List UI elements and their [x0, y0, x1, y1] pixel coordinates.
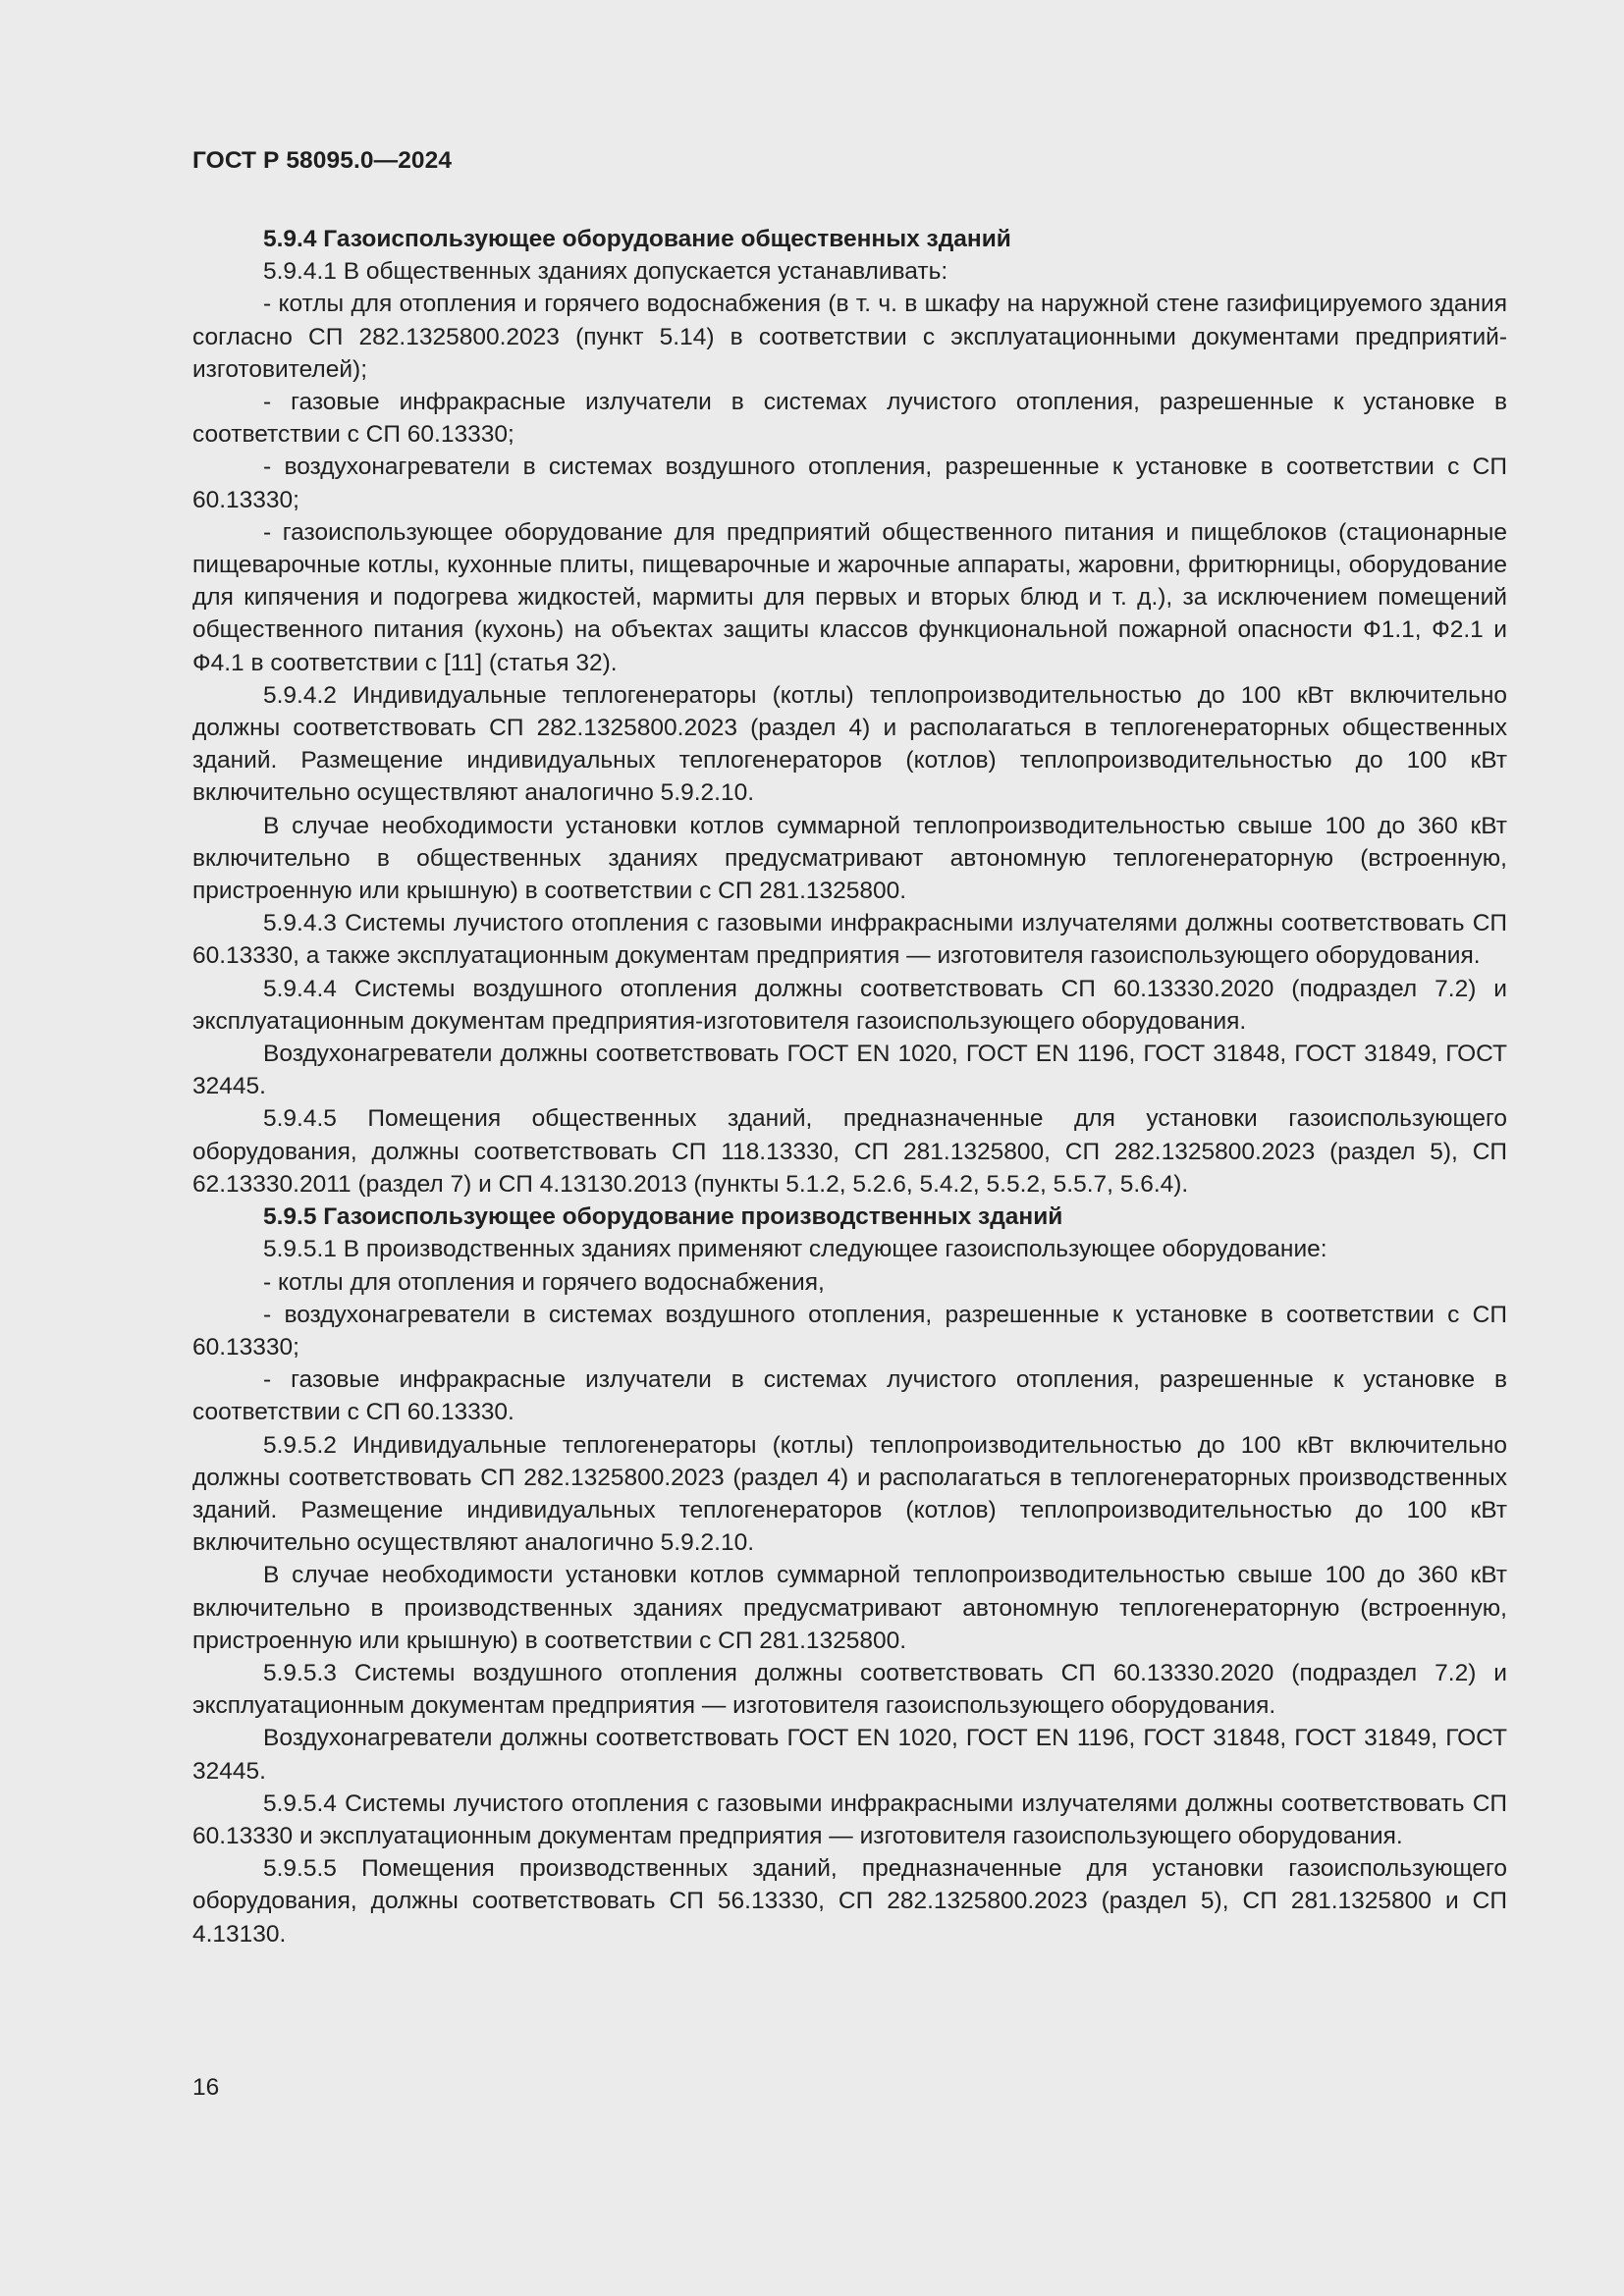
list-item: - котлы для отопления и горячего водоснабжения (в т. ч. в шкафу на наружной стене газифицируемого здания согласно СП 282.1325800.2023 (пункт 5.14) в соответствии с эксплуатационными документами предприятий-изготовителей);	[192, 291, 1507, 383]
paragraph: 5.9.4.2 Индивидуальные теплогенераторы (котлы) теплопроизводительностью до 100 кВт включительно должны соответствовать СП 282.1325800.2023 (раздел 4) и располагаться в теплогенераторных общественных зданий. Размещение индивидуальных теплогенераторов (котлов) теплопроизводительностью до 100 кВт включительно осуществляют аналогично 5.9.2.10.	[192, 681, 1507, 807]
paragraph: Воздухонагреватели должны соответствовать ГОСТ EN 1020, ГОСТ EN 1196, ГОСТ 31848, ГОСТ 31849, ГОСТ 32445.	[192, 1725, 1507, 1785]
section-heading-5-9-5: 5.9.5 Газоиспользующее оборудование производственных зданий	[263, 1203, 1063, 1231]
paragraph: 5.9.5.1 В производственных зданиях применяют следующее газоиспользующее оборудование:	[263, 1236, 1327, 1263]
paragraph: 5.9.5.3 Системы воздушного отопления должны соответствовать СП 60.13330.2020 (подраздел 7.2) и эксплуатационным документам предприятия — изготовителя газоиспользующего оборудования.	[192, 1659, 1507, 1720]
list-item: - воздухонагреватели в системах воздушного отопления, разрешенные к установке в соответствии с СП 60.13330;	[192, 454, 1507, 513]
list-item: - котлы для отопления и горячего водоснабжения,	[263, 1268, 825, 1296]
paragraph: 5.9.4.3 Системы лучистого отопления с газовыми инфракрасными излучателями должны соответствовать СП 60.13330, а также эксплуатационным документам предприятия — изготовителя газоиспользующего оборудования.	[192, 910, 1507, 970]
paragraph: 5.9.4.5 Помещения общественных зданий, предназначенные для установки газоиспользующего оборудования, должны соответствовать СП 118.13330, СП 281.1325800, СП 282.1325800.2023 (раздел 5), СП 62.13330.2011 (раздел 7) и СП 4.13130.2013 (пункты 5.1.2, 5.2.6, 5.4.2, 5.5.2, 5.5.7, 5.6.4).	[192, 1105, 1507, 1198]
paragraph: В случае необходимости установки котлов суммарной теплопроизводительностью свыше 100 до 360 кВт включительно в производственных зданиях предусматривают автономную теплогенераторную (встроенную, пристроенную или крышную) в соответствии с СП 281.1325800.	[192, 1562, 1507, 1654]
list-item: - газовые инфракрасные излучатели в системах лучистого отопления, разрешенные к установке в соответствии с СП 60.13330;	[192, 389, 1507, 449]
section-heading-5-9-4: 5.9.4 Газоиспользующее оборудование общественных зданий	[263, 226, 1011, 252]
paragraph: 5.9.5.5 Помещения производственных зданий, предназначенные для установки газоиспользующего оборудования, должны соответствовать СП 56.13330, СП 282.1325800.2023 (раздел 5), СП 281.1325800 и СП 4.13130.	[192, 1855, 1507, 1948]
document-header-code: ГОСТ Р 58095.0—2024	[192, 147, 453, 174]
paragraph: В случае необходимости установки котлов суммарной теплопроизводительностью свыше 100 до 360 кВт включительно в общественных зданиях предусматривают автономную теплогенераторную (встроенную, пристроенную или крышную) в соответствии с СП 281.1325800.	[192, 812, 1507, 905]
page-number: 16	[192, 2074, 220, 2101]
paragraph: 5.9.5.2 Индивидуальные теплогенераторы (котлы) теплопроизводительностью до 100 кВт включительно должны соответствовать СП 282.1325800.2023 (раздел 4) и располагаться в теплогенераторных производственных зданий. Размещение индивидуальных теплогенераторов (котлов) теплопроизводительностью до 100 кВт включительно осуществляют аналогично 5.9.2.10.	[192, 1431, 1507, 1557]
list-item: - воздухонагреватели в системах воздушного отопления, разрешенные к установке в соответствии с СП 60.13330;	[192, 1301, 1507, 1361]
paragraph: 5.9.4.4 Системы воздушного отопления должны соответствовать СП 60.13330.2020 (подраздел 7.2) и эксплуатационным документам предприятия-изготовителя газоиспользующего оборудования.	[192, 975, 1507, 1035]
paragraph: 5.9.4.1 В общественных зданиях допускается устанавливать:	[263, 258, 948, 286]
document-body	[192, 223, 1507, 1950]
paragraph: 5.9.5.4 Системы лучистого отопления с газовыми инфракрасными излучателями должны соответствовать СП 60.13330 и эксплуатационным документам предприятия — изготовителя газоиспользующего оборудования.	[192, 1789, 1507, 1849]
paragraph: Воздухонагреватели должны соответствовать ГОСТ EN 1020, ГОСТ EN 1196, ГОСТ 31848, ГОСТ 31849, ГОСТ 32445.	[192, 1041, 1507, 1100]
list-item: - газоиспользующее оборудование для предприятий общественного питания и пищеблоков (стационарные пищеварочные котлы, кухонные плиты, пищеварочные и жарочные аппараты, жаровни, фритюрницы, оборудование для кипячения и подогрева жидкостей, мармиты для первых и вторых блюд и т. д.), за исключением помещений общественного питания (кухонь) на объектах защиты классов функциональной пожарной опасности Ф1.1, Ф2.1 и Ф4.1 в соответствии с [11] (статья 32).	[192, 518, 1507, 676]
list-item: - газовые инфракрасные излучатели в системах лучистого отопления, разрешенные к установке в соответствии с СП 60.13330.	[192, 1366, 1507, 1426]
